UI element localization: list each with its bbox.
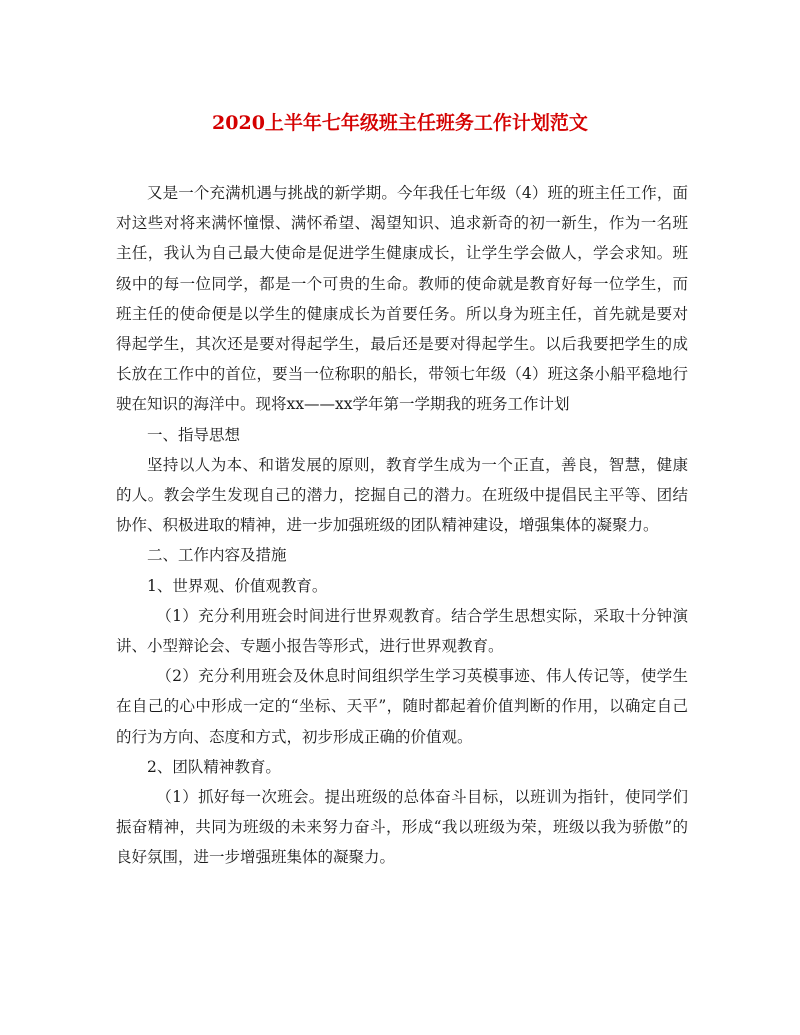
- paragraph-team-spirit-1: （1）抓好每一次班会。提出班级的总体奋斗目标，以班训为指针，使同学们振奋精神，共同为班级的未来努力奋斗，形成“我以班级为荣，班级以我为骄傲”的良好氛围，进一步增强班集体的凝聚力。: [116, 788, 688, 867]
- heading-guiding-principles: 一、指导思想: [147, 425, 241, 444]
- document-title: 2020上半年七年级班主任班务工作计划范文: [212, 112, 588, 134]
- paragraph-guiding-principles: 坚持以人为本、和谐发展的原则，教育学生成为一个正直，善良，智慧，健康的人。教会学生发现自己的潜力，挖掘自己的潜力。在班级中提倡民主平等、团结协作、积极进取的精神，进一步加强班级的团队精神建设，增强集体的凝聚力。: [116, 455, 688, 535]
- heading-worldview-education: 1、世界观、价值观教育。: [147, 576, 328, 595]
- heading-team-spirit: 2、团队精神教育。: [147, 757, 281, 776]
- paragraph-worldview-1: （1）充分利用班会时间进行世界观教育。结合学生思想实际，采取十分钟演讲、小型辩论会、专题小报告等形式，进行世界观教育。: [116, 606, 688, 656]
- paragraph-worldview-2: （2）充分利用班会及休息时间组织学生学习英模事迹、伟人传记等，使学生在自己的心中形成一定的“坐标、天平”，随时都起着价值判断的作用，以确定自己的行为方向、态度和方式，初步形成正确的价值观。: [116, 667, 688, 746]
- document-body: [116, 178, 688, 873]
- heading-work-content: 二、工作内容及措施: [147, 546, 287, 565]
- paragraph-intro: 又是一个充满机遇与挑战的新学期。今年我任七年级（4）班的班主任工作，面对这些对将来满怀憧憬、满怀希望、渴望知识、追求新奇的初一新生，作为一名班主任，我认为自己最大使命是促进学生健康成长，让学生学会做人，学会求知。班级中的每一位同学，都是一个可贵的生命。教师的使命就是教育好每一位学生，而班主任的使命便是以学生的健康成长为首要任务。所以身为班主任，首先就是要对得起学生，其次还是要对得起学生，最后还是要对得起学生。以后我要把学生的成长放在工作中的首位，要当一位称职的船长，带领七年级（4）班这条小船平稳地行驶在知识的海洋中。现将xx——xx学年第一学期我的班务工作计划: [116, 184, 688, 414]
